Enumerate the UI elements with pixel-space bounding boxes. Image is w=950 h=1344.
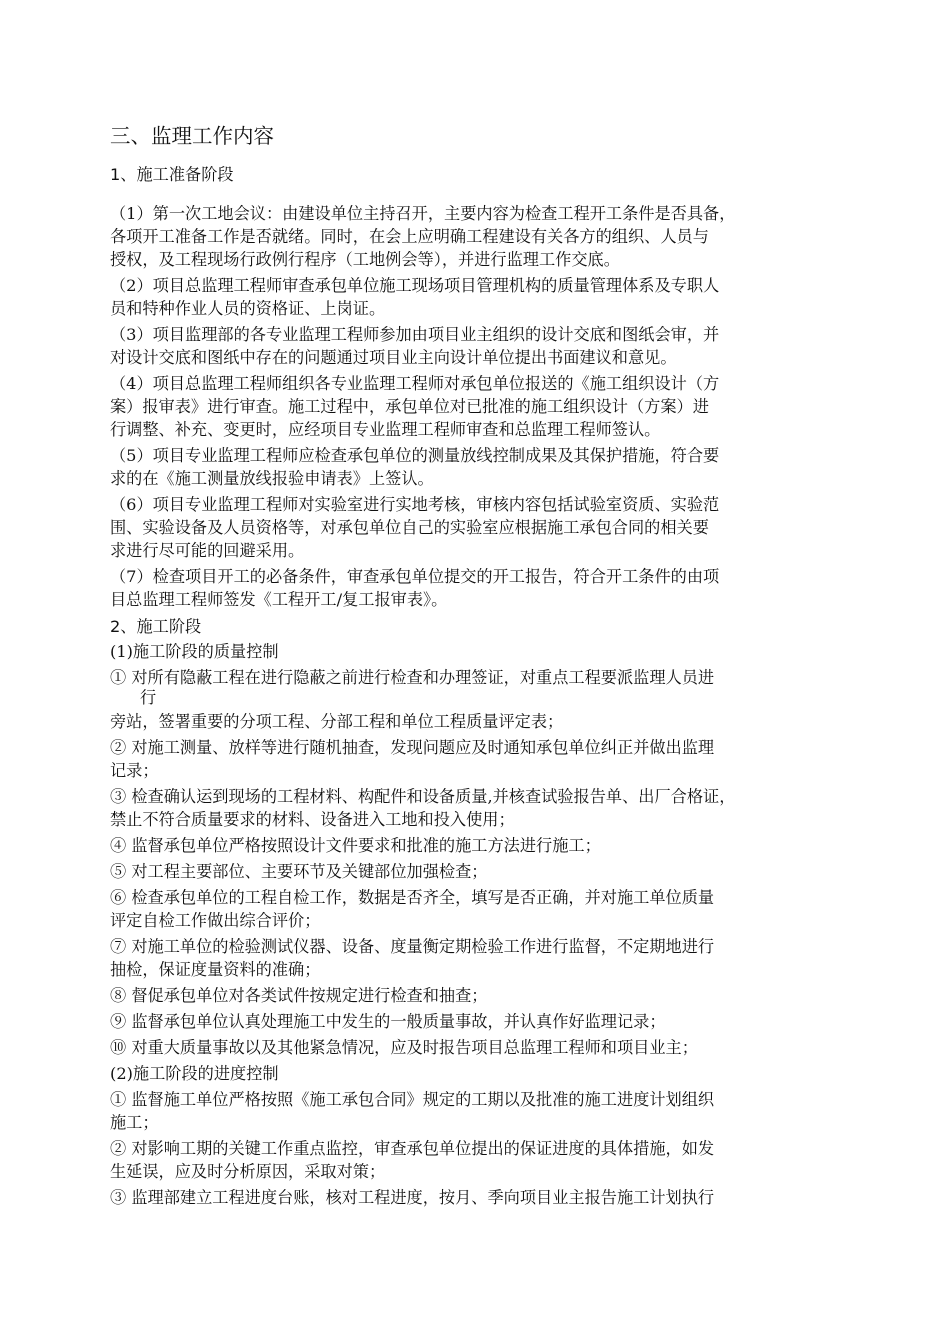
quality-item — [110, 935, 860, 981]
quality-item-line: ④ 监督承包单位严格按照设计文件要求和批准的施工方法进行施工； — [110, 836, 601, 855]
section1-item — [110, 444, 860, 490]
quality-item — [110, 785, 860, 831]
progress-heading: (2)施工阶段的进度控制 — [110, 1064, 279, 1083]
quality-item — [110, 886, 860, 932]
progress-item-line: ② 对影响工期的关键工作重点监控，审查承包单位提出的保证进度的具体措施，如发 — [110, 1139, 715, 1158]
section-title: 三、监理工作内容 — [110, 124, 274, 148]
section1-item-line: 目总监理工程师签发《工程开工/复工报审表》。 — [110, 590, 448, 609]
quality-item — [110, 984, 860, 1007]
section1-item — [110, 274, 860, 320]
section1-item-line: 员和特种作业人员的资格证、上岗证。 — [110, 299, 386, 318]
quality-item — [110, 860, 860, 883]
quality-item-line: ⑨ 监督承包单位认真处理施工中发生的一般质量事故，并认真作好监理记录； — [110, 1012, 666, 1031]
quality-item-1-line-2: 旁站，签署重要的分项工程、分部工程和单位工程质量评定表； — [110, 712, 564, 731]
quality-heading: (1)施工阶段的质量控制 — [110, 642, 279, 661]
section1-item-line: （5）项目专业监理工程师应检查承包单位的测量放线控制成果及其保护措施，符合要 — [110, 446, 720, 465]
progress-list — [110, 1088, 860, 1209]
quality-item-1-wrap: 行 — [140, 688, 157, 707]
section1-item-line: 对设计交底和图纸中存在的问题通过项目业主向设计单位提出书面建议和意见。 — [110, 348, 677, 367]
quality-item-line: ⑧ 督促承包单位对各类试件按规定进行检查和抽查； — [110, 986, 488, 1005]
progress-item-line: 生延误，应及时分析原因，采取对策； — [110, 1162, 386, 1181]
section1-item-line: 求进行尽可能的回避采用。 — [110, 541, 305, 560]
quality-item-line: 评定自检工作做出综合评价； — [110, 911, 321, 930]
section1-item-line: 围、实验设备及人员资格等，对承包单位自己的实验室应根据施工承包合同的相关要 — [110, 518, 709, 537]
section1-item — [110, 565, 860, 611]
section1-heading: 1、施工准备阶段 — [110, 165, 234, 184]
quality-item-line: 抽检，保证度量资料的准确； — [110, 960, 321, 979]
section1-item-line: 案）报审表》进行审查。施工过程中，承包单位对已批准的施工组织设计（方案）进 — [110, 397, 709, 416]
quality-item-1-line-1: ① 对所有隐蔽工程在进行隐蔽之前进行检查和办理签证，对重点工程要派监理人员进 — [110, 668, 715, 687]
progress-item — [110, 1088, 860, 1134]
section1-item — [110, 493, 860, 562]
quality-item-line: ⑦ 对施工单位的检验测试仪器、设备、度量衡定期检验工作进行监督，不定期地进行 — [110, 937, 715, 956]
section1-list — [110, 202, 860, 611]
section1-item-line: 授权，及工程现场行政例行程序（工地例会等），并进行监理工作交底。 — [110, 250, 620, 269]
quality-item — [110, 736, 860, 782]
progress-item — [110, 1186, 860, 1209]
section1-item-line: 求的在《施工测量放线报验申请表》上签认。 — [110, 469, 434, 488]
section1-item-line: （1）第一次工地会议：由建设单位主持召开，主要内容为检查工程开工条件是否具备， — [110, 204, 736, 223]
section1-item-line: （3）项目监理部的各专业监理工程师参加由项目业主组织的设计交底和图纸会审，并 — [110, 325, 720, 344]
section1-item-line: （4）项目总监理工程师组织各专业监理工程师对承包单位报送的《施工组织设计（方 — [110, 374, 720, 393]
section1-item — [110, 372, 860, 441]
quality-list — [110, 736, 860, 1059]
progress-item-line: ① 监督施工单位严格按照《施工承包合同》规定的工期以及批准的施工进度计划组织 — [110, 1090, 715, 1109]
document-body — [110, 122, 860, 1212]
progress-item — [110, 1137, 860, 1183]
quality-item-line: ③ 检查确认运到现场的工程材料、构配件和设备质量,并核查试验报告单、出厂合格证， — [110, 787, 736, 806]
progress-item-line: ③ 监理部建立工程进度台账，核对工程进度，按月、季向项目业主报告施工计划执行 — [110, 1188, 715, 1207]
quality-item — [110, 1036, 860, 1059]
quality-item-line: 记录； — [110, 761, 159, 780]
section1-item-line: （2）项目总监理工程师审查承包单位施工现场项目管理机构的质量管理体系及专职人 — [110, 276, 720, 295]
section1-item-line: 行调整、补充、变更时，应经项目专业监理工程师审查和总监理工程师签认。 — [110, 420, 661, 439]
quality-item-line: 禁止不符合质量要求的材料、设备进入工地和投入使用； — [110, 810, 515, 829]
section2-heading: 2、施工阶段 — [110, 617, 202, 636]
quality-item — [110, 1010, 860, 1033]
section1-item — [110, 202, 860, 271]
quality-item-line: ⑩ 对重大质量事故以及其他紧急情况，应及时报告项目总监理工程师和项目业主； — [110, 1038, 698, 1057]
section1-item — [110, 323, 860, 369]
section1-item-line: （6）项目专业监理工程师对实验室进行实地考核，审核内容包括试验室资质、实验范 — [110, 495, 720, 514]
quality-item — [110, 834, 860, 857]
progress-item-line: 施工； — [110, 1113, 159, 1132]
section1-item-line: 各项开工准备工作是否就绪。同时，在会上应明确工程建设有关各方的组织、人员与 — [110, 227, 709, 246]
quality-item-line: ② 对施工测量、放样等进行随机抽查，发现问题应及时通知承包单位纠正并做出监理 — [110, 738, 715, 757]
quality-item-line: ⑤ 对工程主要部位、主要环节及关键部位加强检查； — [110, 862, 488, 881]
section1-item-line: （7）检查项目开工的必备条件，审查承包单位提交的开工报告，符合开工条件的由项 — [110, 567, 720, 586]
quality-item-line: ⑥ 检查承包单位的工程自检工作，数据是否齐全，填写是否正确，并对施工单位质量 — [110, 888, 715, 907]
